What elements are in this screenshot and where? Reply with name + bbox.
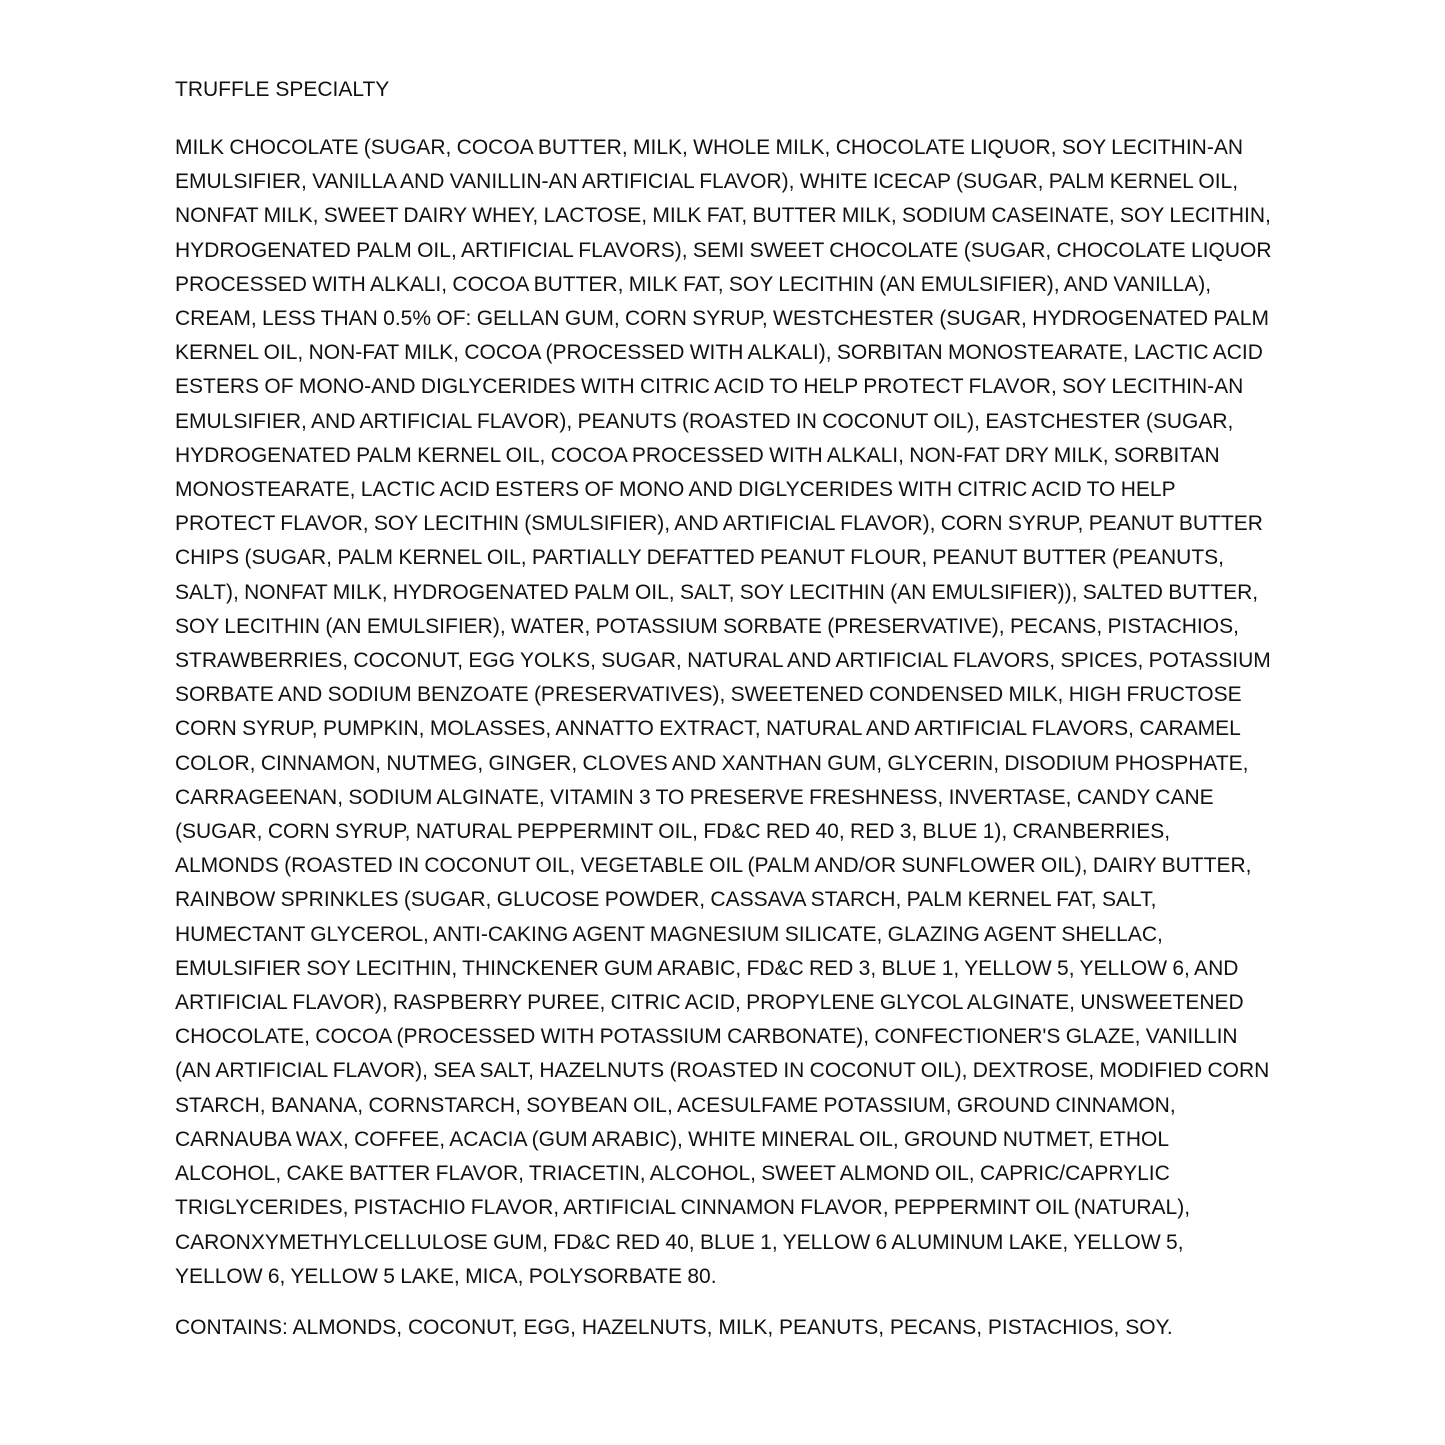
document-body <box>175 76 1275 1342</box>
allergen-statement: CONTAINS: ALMONDS, COCONUT, EGG, HAZELNUTS, MILK, PEANUTS, PECANS, PISTACHIOS, SOY. <box>175 1315 1173 1339</box>
ingredients-list: MILK CHOCOLATE (SUGAR, COCOA BUTTER, MILK, WHOLE MILK, CHOCOLATE LIQUOR, SOY LECITHIN-AN EMULSIFIER, VANILLA AND VANILLIN-AN ARTIFICIAL FLAVOR), WHITE ICECAP (SUGAR, PALM KERNEL OIL, NONFAT MILK, SWEET DAIRY WHEY, LACTOSE, MILK FAT, BUTTER MILK, SODIUM CASEINATE, SOY LECITHIN, HYDROGENATED PALM OIL, ARTIFICIAL FLAVORS), SEMI SWEET CHOCOLATE (SUGAR, CHOCOLATE LIQUOR PROCESSED WITH ALKALI, COCOA BUTTER, MILK FAT, SOY LECITHIN (AN EMULSIFIER), AND VANILLA), CREAM, LESS THAN 0.5% OF: GELLAN GUM, CORN SYRUP, WESTCHESTER (SUGAR, HYDROGENATED PALM KERNEL OIL, NON-FAT MILK, COCOA (PROCESSED WITH ALKALI), SORBITAN MONOSTEARATE, LACTIC ACID ESTERS OF MONO-AND DIGLYCERIDES WITH CITRIC ACID TO HELP PROTECT FLAVOR, SOY LECITHIN-AN EMULSIFIER, AND ARTIFICIAL FLAVOR), PEANUTS (ROASTED IN COCONUT OIL), EASTCHESTER (SUGAR, HYDROGENATED PALM KERNEL OIL, COCOA PROCESSED WITH ALKALI, NON-FAT DRY MILK, SORBITAN MONOSTEARATE, LACTIC ACID ESTERS OF MONO AND DIGLYCERIDES WITH CITRIC ACID TO HELP PROTECT FLAVOR, SOY LECITHIN (SMULSIFIER), AND ARTIFICIAL FLAVOR), CORN SYRUP, PEANUT BUTTER CHIPS (SUGAR, PALM KERNEL OIL, PARTIALLY DEFATTED PEANUT FLOUR, PEANUT BUTTER (PEANUTS, SALT), NONFAT MILK, HYDROGENATED PALM OIL, SALT, SOY LECITHIN (AN EMULSIFIER)), SALTED BUTTER, SOY LECITHIN (AN EMULSIFIER), WATER, POTASSIUM SORBATE (PRESERVATIVE), PECANS, PISTACHIOS, STRAWBERRIES, COCONUT, EGG YOLKS, SUGAR, NATURAL AND ARTIFICIAL FLAVORS, SPICES, POTASSIUM SORBATE AND SODIUM BENZOATE (PRESERVATIVES), SWEETENED CONDENSED MILK, HIGH FRUCTOSE CORN SYRUP, PUMPKIN, MOLASSES, ANNATTO EXTRACT, NATURAL AND ARTIFICIAL FLAVORS, CARAMEL COLOR, CINNAMON, NUTMEG, GINGER, CLOVES AND XANTHAN GUM, GLYCERIN, DISODIUM PHOSPHATE, CARRAGEENAN, SODIUM ALGINATE, VITAMIN 3 TO PRESERVE FRESHNESS, INVERTASE, CANDY CANE (SUGAR, CORN SYRUP, NATURAL PEPPERMINT OIL, FD&C RED 40, RED 3, BLUE 1), CRANBERRIES, ALMONDS (ROASTED IN COCONUT OIL, VEGETABLE OIL (PALM AND/OR SUNFLOWER OIL), DAIRY BUTTER, RAINBOW SPRINKLES (SUGAR, GLUCOSE POWDER, CASSAVA STARCH, PALM KERNEL FAT, SALT, HUMECTANT GLYCEROL, ANTI-CAKING AGENT MAGNESIUM SILICATE, GLAZING AGENT SHELLAC, EMULSIFIER SOY LECITHIN, THINCKENER GUM ARABIC, FD&C RED 3, BLUE 1, YELLOW 5, YELLOW 6, AND ARTIFICIAL FLAVOR), RASPBERRY PUREE, CITRIC ACID, PROPYLENE GLYCOL ALGINATE, UNSWEETENED CHOCOLATE, COCOA (PROCESSED WITH POTASSIUM CARBONATE), CONFECTIONER'S GLAZE, VANILLIN (AN ARTIFICIAL FLAVOR), SEA SALT, HAZELNUTS (ROASTED IN COCONUT OIL), DEXTROSE, MODIFIED CORN STARCH, BANANA, CORNSTARCH, SOYBEAN OIL, ACESULFAME POTASSIUM, GROUND CINNAMON, CARNAUBA WAX, COFFEE, ACACIA (GUM ARABIC), WHITE MINERAL OIL, GROUND NUTMET, ETHOL ALCOHOL, CAKE BATTER FLAVOR, TRIACETIN, ALCOHOL, SWEET ALMOND OIL, CAPRIC/CAPRYLIC TRIGLYCERIDES, PISTACHIO FLAVOR, ARTIFICIAL CINNAMON FLAVOR, PEPPERMINT OIL (NATURAL), CARONXYMETHYLCELLULOSE GUM, FD&C RED 40, BLUE 1, YELLOW 6 ALUMINUM LAKE, YELLOW 5, YELLOW 6, YELLOW 5 LAKE, MICA, POLYSORBATE 80. <box>175 136 1272 1288</box>
product-title: TRUFFLE SPECIALTY <box>175 78 390 101</box>
